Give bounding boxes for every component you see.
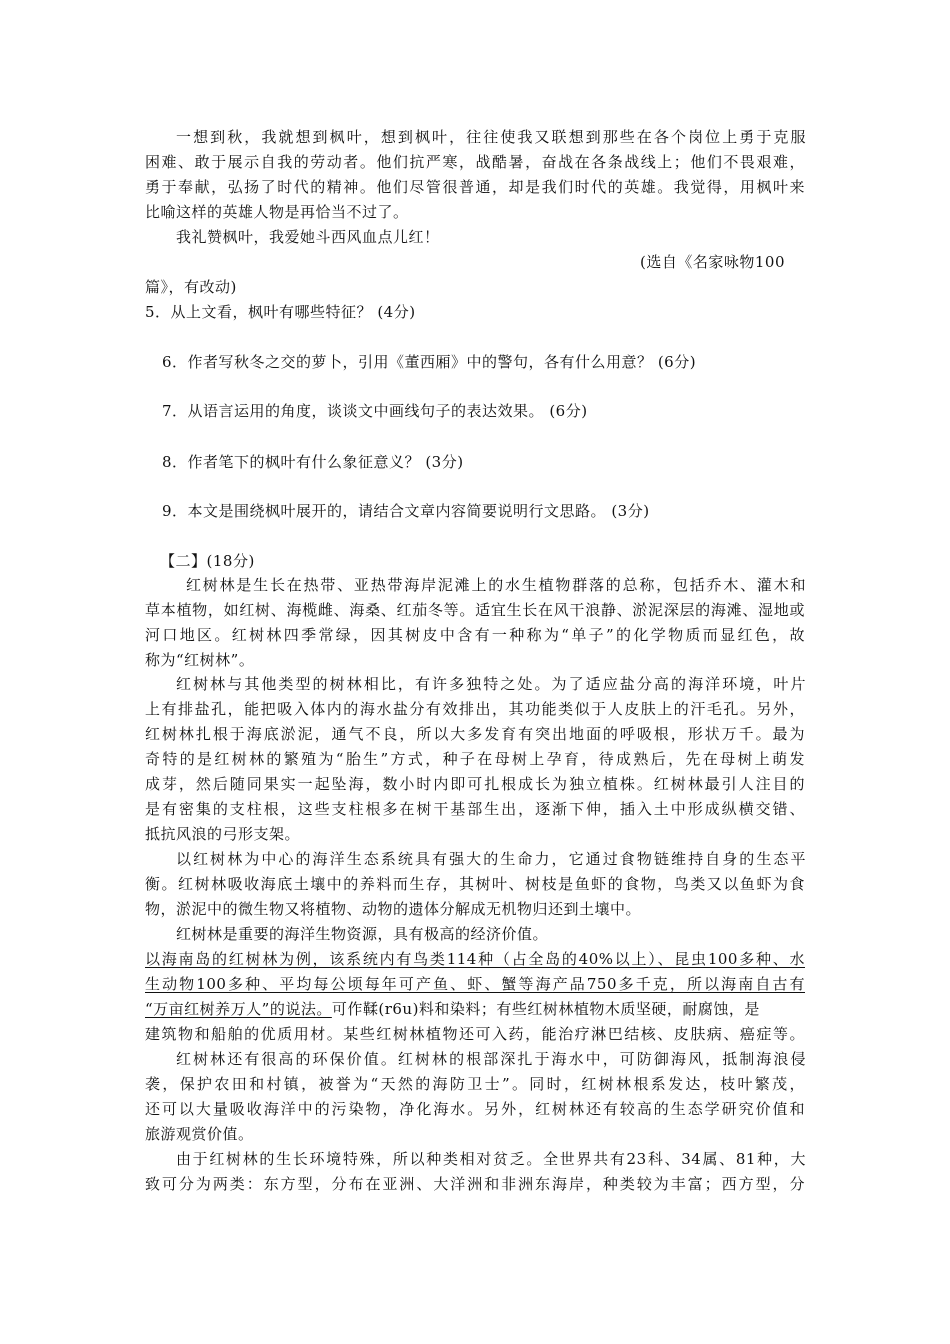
question-5: 5．从上文看，枫叶有哪些特征？ (4分): [145, 303, 416, 321]
question-6: 6．作者写秋冬之交的萝卜，引用《董西厢》中的警句，各有什么用意？ (6分): [162, 353, 697, 371]
passage1-line-1: 一想到秋，我就想到枫叶，想到枫叶，往往使我又联想到那些在各个岗位上勇于克服: [176, 128, 806, 146]
section2-line-20: 红树林还有很高的环保价值。红树林的根部深扎于海水中，可防御海风，抵制海浪侵: [176, 1050, 806, 1068]
passage1-line-2: 困难、敢于展示自我的劳动者。他们抗严寒，战酷暑，奋战在各条战线上；他们不畏艰难，: [145, 153, 805, 171]
section2-line-23: 旅游观赏价值。: [145, 1125, 254, 1143]
section2-line-18-rest: 可作鞣(r6u)料和染料；有些红树林植物木质坚硬，耐腐蚀，是: [331, 1000, 760, 1018]
section2-line-11: 抵抗风浪的弓形支架。: [145, 825, 301, 843]
section2-line-24: 由于红树林的生长环境特殊，所以种类相对贫乏。全世界共有23科、34属、81种，大: [176, 1150, 806, 1168]
question-7: 7．从语言运用的角度，谈谈文中画线句子的表达效果。 (6分): [162, 402, 588, 420]
section2-line-5: 红树林与其他类型的树林相比，有许多独特之处。为了适应盐分高的海洋环境，叶片: [176, 675, 806, 693]
source-citation-2: 篇》，有改动): [145, 278, 237, 296]
passage1-line-4: 比喻这样的英雄人物是再恰当不过了。: [145, 203, 409, 221]
section2-line-1: 红树林是生长在热带、亚热带海岸泥滩上的水生植物群落的总称，包括乔木、灌木和: [186, 576, 806, 594]
section2-line-2: 草本植物，如红树、海榄雌、海桑、红茄冬等。适宜生长在风干浪静、淤泥深层的海滩、湿地或: [145, 601, 805, 619]
section2-line-6: 上有排盐孔，能把吸入体内的海水盐分有效排出，其功能类似于人皮肤上的汗毛孔。另外，: [145, 700, 805, 718]
section2-line-15: 红树林是重要的海洋生物资源，具有极高的经济价值。: [176, 925, 549, 943]
section2-line-21: 袭，保护农田和村镇，被誉为“天然的海防卫士”。同时，红树林根系发达，枝叶繁茂，: [145, 1075, 805, 1093]
question-8: 8．作者笔下的枫叶有什么象征意义？ (3分): [162, 453, 464, 471]
section2-line-22: 还可以大量吸收海洋中的污染物，净化海水。另外，红树林还有较高的生态学研究价值和: [145, 1100, 805, 1118]
section-heading: 【二】(18分): [160, 552, 255, 570]
underlined-line-2: 生动物100多种、平均每公顷每年可产鱼、虾、蟹等海产品750多千克，所以海南自古有: [145, 975, 805, 993]
section2-line-4: 称为“红树林”。: [145, 651, 255, 669]
section2-line-25: 致可分为两类：东方型，分布在亚洲、大洋洲和非洲东海岸，种类较为丰富；西方型，分: [145, 1175, 805, 1193]
section2-line-7: 红树林扎根于海底淤泥，通气不良，所以大多发育有突出地面的呼吸根，形状万千。最为: [145, 725, 805, 743]
section2-line-19: 建筑物和船舶的优质用材。某些红树林植物还可入药，能治疗淋巴结核、皮肤病、癌症等。: [145, 1025, 805, 1043]
section2-line-12: 以红树林为中心的海洋生态系统具有强大的生命力，它通过食物链维持自身的生态平: [176, 850, 806, 868]
section2-line-18: [145, 998, 760, 1020]
section2-line-3: 河口地区。红树林四季常绿，因其树皮中含有一种称为“单子”的化学物质而显红色，故: [145, 626, 805, 644]
passage1-line-3: 勇于奉献，弘扬了时代的精神。他们尽管很普通，却是我们时代的英雄。我觉得，用枫叶来: [145, 178, 805, 196]
question-9: 9．本文是围绕枫叶展开的，请结合文章内容简要说明行文思路。 (3分): [162, 502, 650, 520]
section2-line-13: 衡。红树林吸收海底土壤中的养料而生存，其树叶、树枝是鱼虾的食物，鸟类又以鱼虾为食: [145, 875, 805, 893]
underlined-line-3: “万亩红树养万人”的说法。: [145, 1000, 332, 1018]
passage1-line-5: 我礼赞枫叶，我爱她斗西风血点儿红！: [176, 228, 440, 246]
section2-line-8: 奇特的是红树林的繁殖为“胎生”方式，种子在母树上孕育，待成熟后，先在母树上萌发: [145, 750, 805, 768]
section2-line-9: 成芽，然后随同果实一起坠海，数小时内即可扎根成长为独立植株。红树林最引人注目的: [145, 775, 805, 793]
underlined-line-1: 以海南岛的红树林为例，该系统内有鸟类114种（占全岛的40%以上）、昆虫100多种、水: [145, 950, 805, 968]
section2-line-14: 物，淤泥中的微生物又将植物、动物的遗体分解成无机物归还到土壤中。: [145, 900, 642, 918]
source-citation-1: (选自《名家咏物100: [640, 253, 785, 271]
section2-line-10: 是有密集的支柱根，这些支柱根多在树干基部生出，逐渐下伸，插入土中形成纵横交错、: [145, 800, 805, 818]
